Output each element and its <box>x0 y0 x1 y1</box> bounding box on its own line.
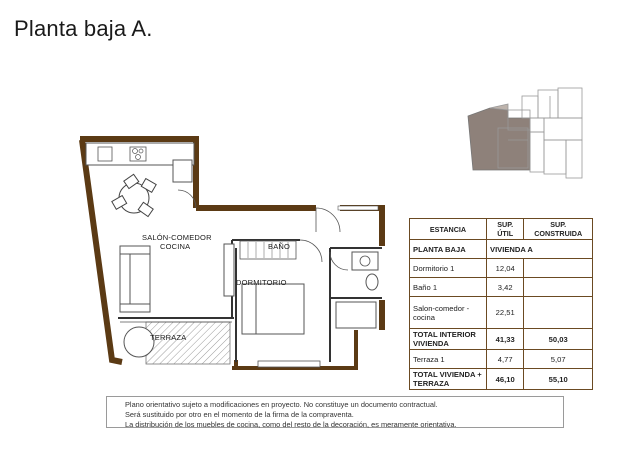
doors <box>178 190 348 270</box>
row-terraza: Terraza 1 4,77 5,07 <box>410 350 593 369</box>
label-terraza: TERRAZA <box>150 333 187 342</box>
key-plan-unit-a <box>468 108 530 170</box>
table-row: Salon-comedor - cocina 22,51 <box>410 297 593 329</box>
tv-unit <box>224 244 234 296</box>
disclaimer-note <box>106 396 564 428</box>
shower-tray <box>336 302 376 328</box>
row-total-vivienda: TOTAL VIVIENDA + TERRAZA 46,10 55,10 <box>410 369 593 390</box>
bed <box>242 284 304 334</box>
bedroom-window <box>258 361 320 367</box>
key-plan <box>468 88 582 178</box>
note-line: Plano orientativo sujeto a modificaciones en proyecto. No constituye un documento contractual. <box>125 400 438 409</box>
toilet <box>366 274 378 290</box>
note-line: Será sustituido por otro en el momento de la firma de la compraventa. <box>125 410 354 419</box>
page-title: Planta baja A. <box>14 16 153 41</box>
col-sup-util: SUP. ÚTIL <box>487 219 524 240</box>
apartment-plan <box>80 139 382 370</box>
col-estancia: ESTANCIA <box>410 219 487 240</box>
label-bano: BAÑO <box>268 242 291 251</box>
section-label: PLANTA BAJA <box>410 240 487 259</box>
table-row: Baño 1 3,42 <box>410 278 593 297</box>
dining-table <box>112 174 156 216</box>
areas-table <box>409 218 593 390</box>
label-dormitorio: DORMITORIO <box>236 278 287 287</box>
washbasin <box>352 252 378 270</box>
row-total-interior: TOTAL INTERIOR VIVIENDA 41,33 50,03 <box>410 329 593 350</box>
wall-left <box>82 140 122 362</box>
col-sup-construida: SUP. CONSTRUIDA <box>524 219 593 240</box>
table-row: Dormitorio 1 12,04 <box>410 259 593 278</box>
terrace-floor <box>146 322 230 364</box>
label-cocina: COCINA <box>160 242 191 251</box>
section-value: VIVIENDA A <box>487 240 593 259</box>
terrace-table <box>124 327 154 357</box>
note-line: La distribución de los muebles de cocina, como del resto de la decoración, es meramente orientativa. <box>125 420 457 429</box>
label-salon-comedor: SALÓN-COMEDOR <box>142 233 212 242</box>
sofa <box>120 246 150 312</box>
